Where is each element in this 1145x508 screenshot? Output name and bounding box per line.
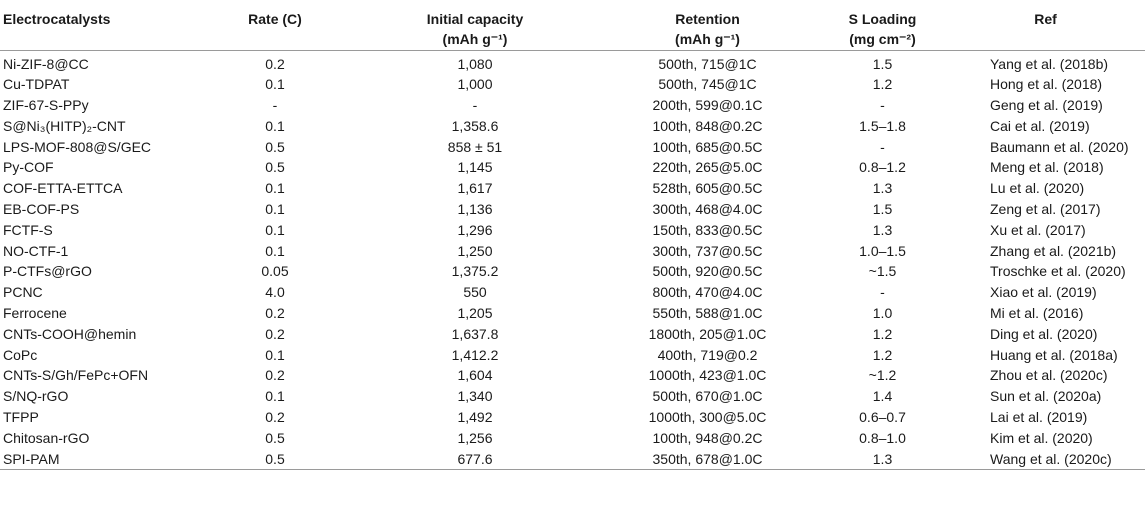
cell-initial-capacity: 1,000 [457, 76, 493, 93]
cell-rate: 0.1 [265, 388, 285, 405]
header-electrocatalysts: Electrocatalysts [3, 11, 111, 27]
cell-retention: 500th, 715@1C [658, 55, 757, 72]
cell-rate: 0.2 [265, 305, 285, 322]
cell-rate: 0.2 [265, 325, 285, 342]
table-row [0, 449, 1145, 470]
cell-rate: 4.0 [265, 284, 285, 301]
header-s-loading-label: S Loading [848, 11, 917, 27]
cell-ref: Zhang et al. (2021b) [990, 242, 1117, 259]
cell-initial-capacity: 1,604 [457, 367, 493, 384]
header-s-loading-unit: (mg cm⁻²) [849, 31, 916, 47]
table-row [0, 428, 1145, 449]
cell-electrocatalyst: S@Ni₃(HITP)₂-CNT [3, 117, 126, 134]
cell-electrocatalyst: Cu-TDPAT [3, 76, 70, 93]
cell-rate: 0.1 [265, 76, 285, 93]
cell-rate: 0.05 [261, 263, 289, 280]
cell-s-loading: - [880, 284, 885, 301]
cell-s-loading: 1.5 [872, 55, 893, 72]
cell-rate: 0.1 [265, 346, 285, 363]
cell-electrocatalyst: S/NQ-rGO [3, 388, 69, 405]
table-body [0, 50, 1145, 470]
cell-ref: Xiao et al. (2019) [990, 284, 1097, 301]
cell-initial-capacity: 1,375.2 [451, 263, 499, 280]
cell-s-loading: 1.3 [872, 450, 893, 467]
cell-rate: 0.1 [265, 201, 285, 218]
cell-ref: Wang et al. (2020c) [990, 450, 1112, 467]
table-row [0, 116, 1145, 137]
cell-electrocatalyst: PCNC [3, 284, 43, 301]
table-header [0, 0, 1145, 50]
cell-retention: 100th, 848@0.2C [652, 117, 763, 134]
cell-electrocatalyst: EB-COF-PS [3, 201, 80, 218]
cell-retention: 800th, 470@4.0C [652, 284, 763, 301]
table-row [0, 386, 1145, 407]
cell-ref: Kim et al. (2020) [990, 429, 1093, 446]
cell-electrocatalyst: Ni-ZIF-8@CC [3, 55, 89, 72]
cell-electrocatalyst: TFPP [3, 409, 39, 426]
cell-retention: 100th, 948@0.2C [652, 429, 763, 446]
cell-retention: 500th, 670@1.0C [652, 388, 763, 405]
cell-initial-capacity: 1,492 [457, 409, 493, 426]
cell-rate: 0.5 [265, 450, 285, 467]
cell-initial-capacity: 1,296 [457, 221, 493, 238]
cell-initial-capacity: 1,250 [457, 242, 493, 259]
header-initial-capacity-unit: (mAh g⁻¹) [442, 31, 508, 47]
cell-initial-capacity: 677.6 [457, 450, 493, 467]
cell-initial-capacity: 1,145 [457, 159, 493, 176]
cell-s-loading: 1.3 [872, 221, 893, 238]
cell-s-loading: 0.8–1.2 [859, 159, 906, 176]
table-row [0, 241, 1145, 262]
cell-s-loading: ~1.5 [868, 263, 897, 280]
cell-electrocatalyst: COF-ETTA-ETTCA [3, 180, 123, 197]
cell-electrocatalyst: Chitosan-rGO [3, 429, 90, 446]
cell-ref: Huang et al. (2018a) [990, 346, 1118, 363]
table-row [0, 199, 1145, 220]
cell-ref: Xu et al. (2017) [990, 221, 1086, 238]
table-row [0, 95, 1145, 116]
cell-retention: 400th, 719@0.2 [657, 346, 758, 363]
cell-ref: Geng et al. (2019) [990, 97, 1103, 114]
cell-retention: 100th, 685@0.5C [652, 138, 763, 155]
header-retention [600, 0, 815, 50]
cell-initial-capacity: 1,340 [457, 388, 493, 405]
cell-ref: Mi et al. (2016) [990, 305, 1084, 322]
table-row [0, 345, 1145, 366]
cell-rate: 0.1 [265, 242, 285, 259]
header-initial-capacity-label: Initial capacity [426, 11, 524, 27]
table-row [0, 261, 1145, 282]
cell-s-loading: 1.4 [872, 388, 893, 405]
table-row [0, 220, 1145, 241]
cell-retention: 220th, 265@5.0C [652, 159, 763, 176]
cell-rate: 0.1 [265, 117, 285, 134]
cell-retention: 500th, 920@0.5C [652, 263, 763, 280]
cell-electrocatalyst: SPI-PAM [3, 450, 60, 467]
cell-electrocatalyst: CNTs-S/Gh/FePc+OFN [3, 367, 149, 384]
header-s-loading [815, 0, 950, 50]
table-row [0, 324, 1145, 345]
cell-initial-capacity: 1,080 [457, 55, 493, 72]
cell-rate: 0.2 [265, 367, 285, 384]
cell-s-loading: - [880, 97, 885, 114]
header-retention-unit: (mAh g⁻¹) [675, 31, 740, 47]
table-row [0, 303, 1145, 324]
cell-electrocatalyst: P-CTFs@rGO [3, 263, 92, 280]
cell-ref: Zhou et al. (2020c) [990, 367, 1108, 384]
cell-initial-capacity: 1,358.6 [451, 117, 499, 134]
cell-initial-capacity: 1,256 [457, 429, 493, 446]
cell-ref: Lu et al. (2020) [990, 180, 1085, 197]
cell-rate: - [272, 97, 278, 114]
cell-s-loading: 0.6–0.7 [859, 409, 906, 426]
cell-retention: 1800th, 205@1.0C [648, 325, 767, 342]
cell-ref: Zeng et al. (2017) [990, 201, 1101, 218]
cell-electrocatalyst: Ferrocene [3, 305, 67, 322]
cell-retention: 1000th, 423@1.0C [648, 367, 767, 384]
cell-retention: 528th, 605@0.5C [652, 180, 763, 197]
cell-electrocatalyst: LPS-MOF-808@S/GEC [3, 138, 152, 155]
cell-electrocatalyst: CNTs-COOH@hemin [3, 325, 137, 342]
cell-s-loading: 1.2 [872, 325, 893, 342]
header-retention-label: Retention [675, 11, 740, 27]
table-row [0, 282, 1145, 303]
cell-initial-capacity: 1,205 [457, 305, 493, 322]
cell-rate: 0.2 [265, 55, 285, 72]
cell-electrocatalyst: FCTF-S [3, 221, 53, 238]
table-row [0, 50, 1145, 74]
table-row [0, 365, 1145, 386]
cell-ref: Lai et al. (2019) [990, 409, 1088, 426]
cell-rate: 0.1 [265, 221, 285, 238]
cell-ref: Troschke et al. (2020) [990, 263, 1126, 280]
cell-s-loading: 1.5–1.8 [859, 117, 906, 134]
cell-s-loading: 0.8–1.0 [859, 429, 906, 446]
cell-electrocatalyst: ZIF-67-S-PPy [3, 97, 89, 114]
table-row [0, 74, 1145, 95]
cell-ref: Sun et al. (2020a) [990, 388, 1102, 405]
cell-retention: 300th, 737@0.5C [652, 242, 763, 259]
cell-rate: 0.5 [265, 159, 285, 176]
cell-electrocatalyst: CoPc [3, 346, 38, 363]
cell-initial-capacity: 1,637.8 [451, 325, 499, 342]
table-row [0, 157, 1145, 178]
cell-retention: 1000th, 300@5.0C [648, 409, 767, 426]
cell-retention: 500th, 745@1C [658, 76, 757, 93]
cell-ref: Cai et al. (2019) [990, 117, 1090, 134]
cell-retention: 300th, 468@4.0C [652, 201, 763, 218]
table-row [0, 137, 1145, 158]
cell-initial-capacity: 1,412.2 [451, 346, 499, 363]
cell-s-loading: 1.0 [872, 305, 893, 322]
table-row [0, 178, 1145, 199]
cell-electrocatalyst: Py-COF [3, 159, 54, 176]
cell-s-loading: 1.0–1.5 [859, 242, 906, 259]
cell-retention: 350th, 678@1.0C [652, 450, 763, 467]
cell-rate: 0.5 [265, 138, 285, 155]
cell-s-loading: 1.3 [872, 180, 893, 197]
cell-initial-capacity: 550 [463, 284, 487, 301]
cell-rate: 0.5 [265, 429, 285, 446]
cell-electrocatalyst: NO-CTF-1 [3, 242, 69, 259]
header-initial-capacity [350, 0, 600, 50]
cell-initial-capacity: 1,136 [457, 201, 493, 218]
cell-ref: Meng et al. (2018) [990, 159, 1104, 176]
header-rate: Rate (C) [248, 11, 302, 27]
cell-s-loading: 1.5 [872, 201, 893, 218]
cell-retention: 550th, 588@1.0C [652, 305, 763, 322]
cell-initial-capacity: 1,617 [457, 180, 493, 197]
cell-ref: Ding et al. (2020) [990, 325, 1098, 342]
cell-s-loading: 1.2 [872, 76, 893, 93]
cell-s-loading: 1.2 [872, 346, 893, 363]
cell-ref: Baumann et al. (2020) [990, 138, 1129, 155]
cell-s-loading: ~1.2 [868, 367, 897, 384]
cell-s-loading: - [880, 138, 885, 155]
cell-rate: 0.1 [265, 180, 285, 197]
cell-retention: 200th, 599@0.1C [652, 97, 763, 114]
cell-ref: Yang et al. (2018b) [990, 55, 1109, 72]
cell-ref: Hong et al. (2018) [990, 76, 1103, 93]
cell-initial-capacity: - [472, 97, 478, 114]
header-ref: Ref [1034, 11, 1057, 27]
cell-retention: 150th, 833@0.5C [652, 221, 763, 238]
cell-rate: 0.2 [265, 409, 285, 426]
table-row [0, 407, 1145, 428]
cell-initial-capacity: 858 ± 51 [447, 138, 503, 155]
